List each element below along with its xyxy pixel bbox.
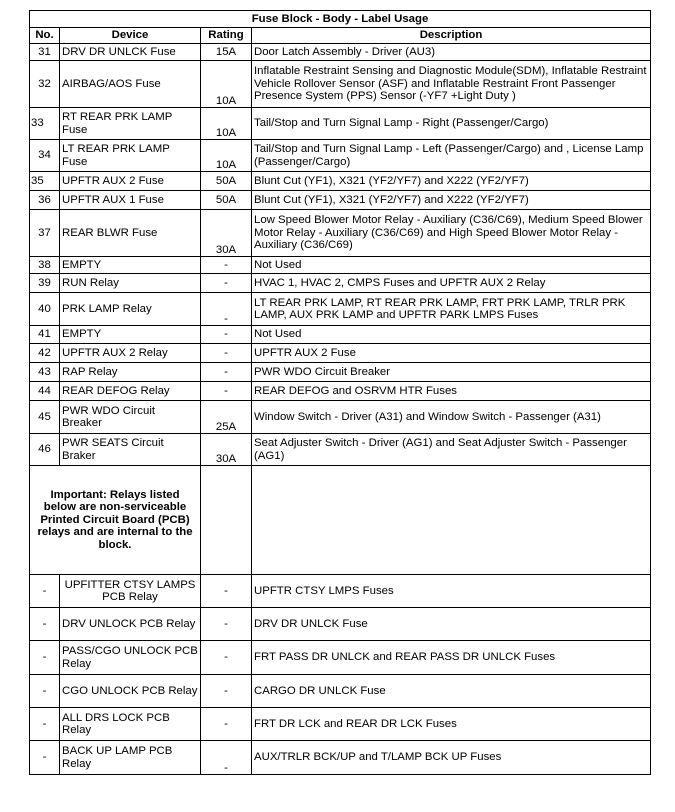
table-row (30, 401, 651, 434)
cell-no: 34 (30, 140, 60, 172)
table-row (30, 293, 651, 326)
cell-device: REAR DEFOG Relay (60, 382, 201, 401)
cell-no: - (30, 608, 60, 641)
cell-description: HVAC 1, HVAC 2, CMPS Fuses and UPFTR AUX 2 Relay (252, 274, 651, 293)
cell-device: REAR BLWR Fuse (60, 210, 201, 257)
cell-rating: - (201, 293, 252, 326)
cell-rating: 50A (201, 191, 252, 210)
header-no: No. (30, 28, 60, 44)
cell-rating: - (201, 675, 252, 708)
cell-description: Tail/Stop and Turn Signal Lamp - Right (Passenger/Cargo) (252, 108, 651, 140)
cell-device: PASS/CGO UNLOCK PCB Relay (60, 641, 201, 675)
cell-rating: 25A (201, 401, 252, 434)
empty-cell (252, 466, 651, 575)
cell-device: DRV DR UNLCK Fuse (60, 44, 201, 61)
header-device: Device (60, 28, 201, 44)
cell-no: 36 (30, 191, 60, 210)
table-row (30, 274, 651, 293)
table-row (30, 191, 651, 210)
cell-description: Not Used (252, 326, 651, 344)
cell-description: LT REAR PRK LAMP, RT REAR PRK LAMP, FRT PRK LAMP, TRLR PRK LAMP, AUX PRK LAMP and UPFTR PARK LMPS Fuses (252, 293, 651, 326)
pcb-row (30, 575, 651, 608)
cell-no: 43 (30, 363, 60, 382)
cell-device: EMPTY (60, 326, 201, 344)
pcb-row (30, 608, 651, 641)
header-description: Description (252, 28, 651, 44)
cell-description: Inflatable Restraint Sensing and Diagnostic Module(SDM), Inflatable Restraint Vehicle Rollover Sensor (ASF) and Inflatable Restraint Front Passenger Presence System (PPS) Sensor (-YF7 +Light Duty ) (252, 61, 651, 108)
cell-device: UPFTR AUX 1 Fuse (60, 191, 201, 210)
cell-device: PWR SEATS Circuit Braker (60, 434, 201, 466)
cell-device: AIRBAG/AOS Fuse (60, 61, 201, 108)
cell-rating: - (201, 708, 252, 741)
cell-description: UPFTR AUX 2 Fuse (252, 344, 651, 363)
cell-device: LT REAR PRK LAMP Fuse (60, 140, 201, 172)
cell-description: FRT DR LCK and REAR DR LCK Fuses (252, 708, 651, 741)
cell-device: BACK UP LAMP PCB Relay (60, 741, 201, 775)
cell-no: - (30, 641, 60, 675)
table-row (30, 363, 651, 382)
important-note-row (30, 466, 651, 575)
table-row (30, 257, 651, 274)
cell-no: 35 (30, 172, 60, 191)
cell-description: CARGO DR UNLCK Fuse (252, 675, 651, 708)
cell-description: Blunt Cut (YF1), X321 (YF2/YF7) and X222 (YF2/YF7) (252, 172, 651, 191)
table-row (30, 44, 651, 61)
cell-no: 41 (30, 326, 60, 344)
cell-device: EMPTY (60, 257, 201, 274)
cell-rating: - (201, 382, 252, 401)
cell-no: 42 (30, 344, 60, 363)
cell-description: UPFTR CTSY LMPS Fuses (252, 575, 651, 608)
cell-no: 31 (30, 44, 60, 61)
cell-description: Blunt Cut (YF1), X321 (YF2/YF7) and X222 (YF2/YF7) (252, 191, 651, 210)
cell-no: - (30, 741, 60, 775)
cell-rating: 10A (201, 61, 252, 108)
pcb-row (30, 675, 651, 708)
cell-no: 32 (30, 61, 60, 108)
table-row (30, 108, 651, 140)
cell-description: DRV DR UNLCK Fuse (252, 608, 651, 641)
table-row (30, 61, 651, 108)
cell-description: REAR DEFOG and OSRVM HTR Fuses (252, 382, 651, 401)
cell-rating: - (201, 608, 252, 641)
cell-rating: - (201, 344, 252, 363)
header-row (30, 28, 651, 44)
cell-description: Seat Adjuster Switch - Driver (AG1) and Seat Adjuster Switch - Passenger (AG1) (252, 434, 651, 466)
cell-device: RT REAR PRK LAMP Fuse (60, 108, 201, 140)
cell-description: Tail/Stop and Turn Signal Lamp - Left (Passenger/Cargo) and , License Lamp (Passenger/Cargo) (252, 140, 651, 172)
cell-description: Window Switch - Driver (A31) and Window Switch - Passenger (A31) (252, 401, 651, 434)
cell-device: CGO UNLOCK PCB Relay (60, 675, 201, 708)
cell-description: FRT PASS DR UNLCK and REAR PASS DR UNLCK Fuses (252, 641, 651, 675)
cell-description: Door Latch Assembly - Driver (AU3) (252, 44, 651, 61)
cell-no: 45 (30, 401, 60, 434)
cell-no: 38 (30, 257, 60, 274)
cell-no: 37 (30, 210, 60, 257)
empty-cell (201, 466, 252, 575)
fuse-table (29, 10, 651, 775)
cell-no: - (30, 708, 60, 741)
cell-device: RUN Relay (60, 274, 201, 293)
cell-device: PWR WDO Circuit Breaker (60, 401, 201, 434)
header-rating: Rating (201, 28, 252, 44)
cell-no: 44 (30, 382, 60, 401)
table-row (30, 140, 651, 172)
cell-description: Not Used (252, 257, 651, 274)
table-title: Fuse Block - Body - Label Usage (30, 11, 651, 28)
cell-no: 46 (30, 434, 60, 466)
cell-rating: - (201, 326, 252, 344)
cell-description: PWR WDO Circuit Breaker (252, 363, 651, 382)
table-row (30, 344, 651, 363)
table-row (30, 382, 651, 401)
cell-device: UPFTR AUX 2 Relay (60, 344, 201, 363)
pcb-row (30, 741, 651, 775)
cell-description: AUX/TRLR BCK/UP and T/LAMP BCK UP Fuses (252, 741, 651, 775)
cell-device: UPFITTER CTSY LAMPS PCB Relay (60, 575, 201, 608)
cell-rating: - (201, 274, 252, 293)
cell-rating: - (201, 641, 252, 675)
cell-rating: 10A (201, 140, 252, 172)
cell-rating: 50A (201, 172, 252, 191)
cell-device: DRV UNLOCK PCB Relay (60, 608, 201, 641)
cell-rating: 15A (201, 44, 252, 61)
cell-device: RAP Relay (60, 363, 201, 382)
cell-rating: - (201, 257, 252, 274)
cell-no: 33 (30, 108, 60, 140)
cell-rating: 10A (201, 108, 252, 140)
cell-rating: 30A (201, 434, 252, 466)
cell-no: - (30, 575, 60, 608)
table-row (30, 326, 651, 344)
cell-device: ALL DRS LOCK PCB Relay (60, 708, 201, 741)
cell-description: Low Speed Blower Motor Relay - Auxiliary (C36/C69), Medium Speed Blower Motor Relay - Auxiliary (C36/C69) and High Speed Blower Motor Relay - Auxiliary (C36/C69) (252, 210, 651, 257)
important-note: Important: Relays listed below are non-serviceable Printed Circuit Board (PCB) relays and are internal to the block. (30, 466, 201, 575)
pcb-row (30, 708, 651, 741)
cell-rating: - (201, 575, 252, 608)
title-row (30, 11, 651, 28)
cell-no: 40 (30, 293, 60, 326)
cell-no: - (30, 675, 60, 708)
cell-rating: 30A (201, 210, 252, 257)
cell-rating: - (201, 741, 252, 775)
cell-rating: - (201, 363, 252, 382)
table-row (30, 434, 651, 466)
cell-device: PRK LAMP Relay (60, 293, 201, 326)
table-row (30, 172, 651, 191)
cell-device: UPFTR AUX 2 Fuse (60, 172, 201, 191)
fuse-table-container (29, 10, 651, 775)
pcb-row (30, 641, 651, 675)
cell-no: 39 (30, 274, 60, 293)
table-row (30, 210, 651, 257)
